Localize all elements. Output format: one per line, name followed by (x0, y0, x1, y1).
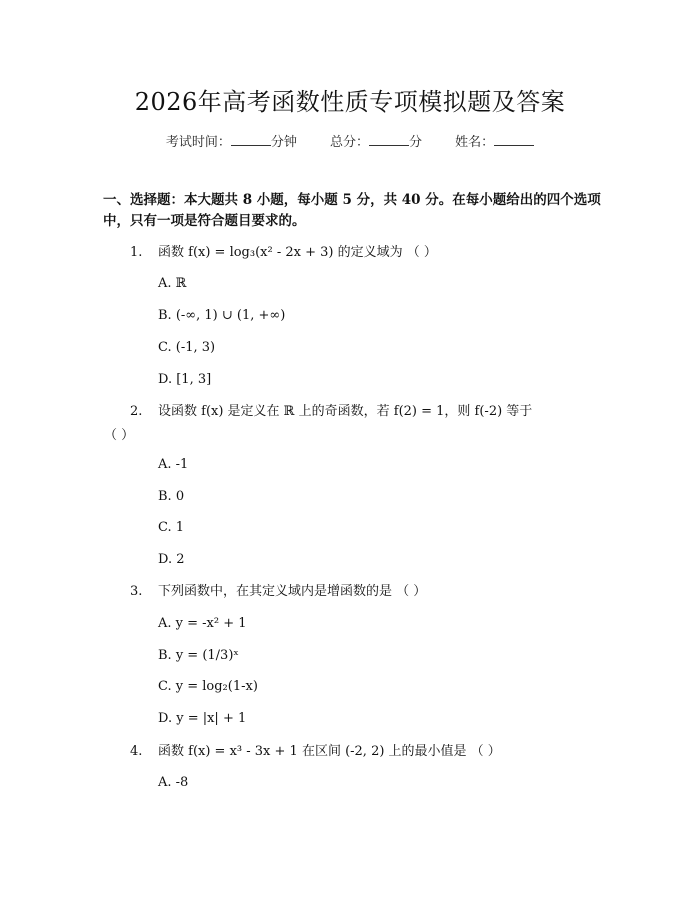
exam-info (0, 131, 700, 150)
option-2d: D. 2 (158, 552, 185, 567)
section-line-2: 中，只有一项是符合题目要求的。 (103, 213, 306, 229)
section-heading (103, 190, 603, 232)
question-number: 4. (130, 744, 143, 759)
question-stem: 函数 f(x) = x³ - 3x + 1 在区间 (-2, 2) 上的最小值是 （ ） (158, 744, 501, 759)
time-label: 考试时间： (165, 135, 231, 150)
option-4a: A. -8 (158, 775, 189, 790)
name-blank (494, 133, 534, 146)
option-2c: C. 1 (158, 520, 185, 535)
option-2a: A. -1 (158, 457, 189, 472)
section-line-1: 一、选择题：本大题共 8 小题，每小题 5 分，共 40 分。在每小题给出的四个选项 (103, 192, 601, 208)
score-unit: 分 (409, 135, 423, 150)
option-1c: C. (-1, 3) (158, 340, 216, 355)
page-title: 2026年高考函数性质专项模拟题及答案 (134, 88, 566, 116)
name-label: 姓名： (455, 135, 495, 150)
question-number: 3. (130, 584, 143, 599)
option-3b: B. y = (1/3)ˣ (158, 648, 239, 663)
option-3a: A. y = -x² + 1 (158, 616, 247, 631)
option-1d: D. [1, 3] (158, 372, 212, 387)
option-2b: B. 0 (158, 489, 185, 504)
option-1b: B. (-∞, 1) ∪ (1, +∞) (158, 308, 286, 323)
question-stem: 下列函数中，在其定义域内是增函数的是 （ ） (158, 584, 427, 599)
score-blank (369, 133, 409, 146)
question-number: 1. (130, 245, 143, 260)
score-label: 总分： (329, 135, 369, 150)
question-2-stem-continued: （ ） (104, 428, 135, 443)
option-3c: C. y = log₂(1-x) (158, 679, 258, 694)
time-blank (231, 133, 271, 146)
option-3d: D. y = |x| + 1 (158, 711, 247, 726)
question-stem: 函数 f(x) = log₃(x² - 2x + 3) 的定义域为 （ ） (158, 245, 437, 260)
option-1a: A. ℝ (158, 276, 187, 291)
question-stem: 设函数 f(x) 是定义在 ℝ 上的奇函数，若 f(2) = 1，则 f(-2) 等于 (158, 404, 533, 419)
question-number: 2. (130, 404, 143, 419)
time-unit: 分钟 (270, 135, 297, 150)
